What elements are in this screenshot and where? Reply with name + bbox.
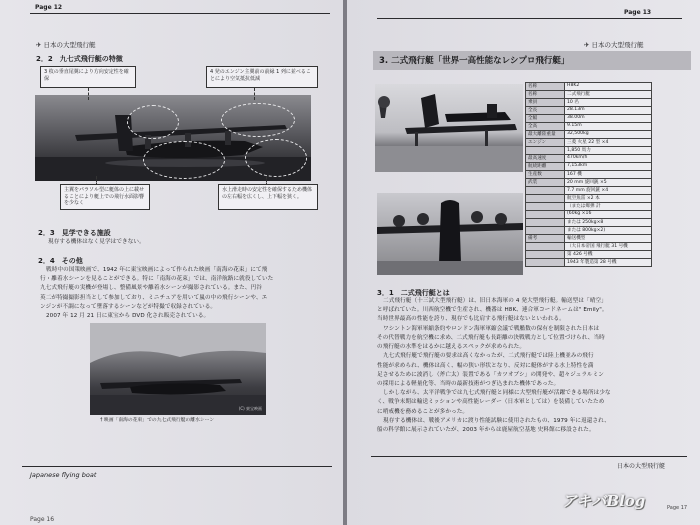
spec-row [526,91,652,99]
spec-table [525,82,652,267]
spec-row [526,243,652,251]
chapter-3-banner: 3. 二式飛行艇「世界一高性能なレシプロ飛行艇」 [373,51,691,70]
spec-row [526,123,652,131]
spec-row [526,155,652,163]
next-page-number-cut-right: Page 17 [667,505,688,511]
section-2-3-title: 2．3 見学できる施設 [38,229,111,237]
highlight-ring-hull [245,139,307,177]
left-page [0,0,343,525]
section-2-4-body [40,266,330,321]
flying-boat-front-photo [377,193,523,275]
callout-engines: 4 発のエンジン主翼前の前縁 1 列に並べることにより空気抵抗低減 [206,66,318,88]
body-line: 戦時中の国策映画で、1942 年に東宝映画によって作られた映画「南海の花束」にて飛 [46,267,268,273]
spec-value: 航空魚雷 ×2 本 [565,195,652,203]
left-footer-rule [22,466,332,467]
body-line: ンジンが不調になって墜落するシーンなどが特撮で収録されている。 [40,303,217,310]
spec-value: 二式飛行艇 [565,91,652,99]
spec-key: 乗員 [526,99,565,107]
leader-line-1 [88,88,89,100]
callout-hull-stability: 水上滑走時の安定性を確保するため機体の左右幅を広くし、上下幅を狭く。 [218,184,318,210]
spec-key: 全高 [526,123,565,131]
spec-row [526,131,652,139]
body-line: と呼ばれていた。川西航空機で生産され、機番は H8K、連合軍コードネームは" Emily"。 [377,307,608,314]
akiba-blog-watermark-logo: アキバBlog [562,492,646,510]
flying-boat-97-photo [35,95,311,181]
body-line: ワシントン海軍軍縮条約やロンドン海軍軍縮会議で戦艦数の保有を制限された日本は [383,325,600,332]
spec-value: または 250kg×8 [565,219,652,227]
spec-key [526,203,565,211]
spec-key: 武装 [526,179,565,187]
body-line: 二式飛行艇（十三試大型飛行艇）は、旧日本海軍の 4 発大型飛行艇。輸送型は「晴空」 [383,298,607,304]
right-footer: 日本の大型飛行艇 [617,463,666,470]
spec-key [526,195,565,203]
spec-value: 1943 年製造第 28 号機 [565,259,652,267]
spec-key [526,219,565,227]
spec-key [526,147,565,155]
body-line: の採用による軽量化等、当時の最新技術がつぎ込まれた機体であった。 [377,380,560,387]
callout-parasol-wing: 主翼をパラソル型に艇体の上に載せることにより艇上での飛行水面影響を少なく [60,184,150,210]
highlight-ring-tail [127,105,179,139]
spec-key [526,259,565,267]
body-line: 九七式飛行艇の実機が登場し、整備風景や離着水シーンが撮影されている。また、円谷 [40,285,262,292]
flying-boat-h8k-photo [375,84,523,172]
spec-key [526,251,565,259]
film-still-image [90,323,266,415]
spec-key: 全長 [526,107,565,115]
body-line: に哨戒機を務めることが多かった。 [377,408,469,415]
spec-key: 名称 [526,91,565,99]
body-line: 現存する機体は、戦後アメリカに渡り性能試験に使用されたもの、1979 年に返還され、 [383,417,610,424]
spec-key: 備考 [526,235,565,243]
spec-row [526,187,652,195]
figure-caption: † 映画「南海の花束」での九七式飛行艇の離水シーン [100,418,215,423]
spec-key: 航続距離 [526,163,565,171]
section-3-1-body [377,297,687,435]
body-line: 2007 年 12 月 21 日に東宝から DVD 化され販売されている。 [46,313,210,320]
spec-row [526,227,652,235]
spec-row [526,251,652,259]
spec-row [526,179,652,187]
spec-key: 名称 [526,83,565,91]
body-line: 足させるために波消し（斧亡太）装置である「カツオブシ」の開発や、超々ジュラルミン [377,371,604,378]
body-line: 英二が特撮撮影担当として参加しており、ミニチュアを用いて嵐の中の飛行シーンや、エ [40,294,268,301]
spec-value: 7,153km [565,163,652,171]
spec-value: 第 426 号機 [565,251,652,259]
spec-row [526,259,652,267]
left-footer: Japanese flying boat [30,471,97,479]
highlight-ring-wing [143,141,225,179]
spec-key [526,243,565,251]
spec-value: 9.15m [565,123,652,131]
spec-value: 28.13m [565,107,652,115]
spec-value: 32,500kg [565,131,652,139]
spec-key: 全幅 [526,115,565,123]
leader-line-2 [254,88,255,100]
section-2-2-title: 2．2 九七式飛行艇の特徴 [36,55,123,63]
spec-value: 20 mm 旋回銃 ×5 [565,179,652,187]
spec-key: 最大離陸重量 [526,131,565,139]
spec-value: 10 名 [565,99,652,107]
section-3-1-title: 3．1 二式飛行艇とは [377,289,450,297]
body-line: 性能が求められ、機体は高く、幅の狭い形状となり、反対に艇体がする水上特性を満 [377,362,594,369]
right-header-rule [377,18,682,19]
spec-value: 輸送機型 [565,235,652,243]
right-page [347,0,700,525]
spec-row [526,171,652,179]
left-section-label: ✈ 日本の大型飛行艇 [36,41,96,49]
spec-key: エンジン [526,139,565,147]
spec-key [526,187,565,195]
spec-value: (60kg ×16 [565,211,652,219]
section-2-4-title: 2．4 その他 [38,257,83,265]
plane-glyph-icon: ✈ [584,41,590,49]
highlight-ring-engines [221,103,295,137]
flying-boat-h8k-image [375,84,523,172]
spec-value: 470km/h [565,155,652,163]
spec-row [526,235,652,243]
body-line: 船の科学館に展示されていたが、2003 年からは鹿屋航空基地 史料館に移設された。 [377,427,595,434]
spec-row [526,115,652,123]
spec-value: または 800kg×2) [565,227,652,235]
body-line: 当時世界最高の性能を誇り、現存でも比肩する飛行艇はないといわれる。 [377,316,565,323]
right-section-label: ✈ 日本の大型飛行艇 [584,41,644,49]
spec-key [526,227,565,235]
spec-value: 167 機 [565,171,652,179]
body-line: 九七式飛行艇で飛行艇の要求は高くなかったが、二式飛行艇では陸上機並みの飛行 [383,353,594,360]
spec-key [526,211,565,219]
spec-row [526,219,652,227]
spec-value: 7.7 mm 旋回銃 ×4 [565,187,652,195]
spec-row [526,107,652,115]
body-line: 行・離着水シーンを見ることができる。特に「南海の花束」では、南洋航路に就役していた [40,276,274,283]
section-2-3-body: 現存する機体はなく見学はできない。 [48,239,145,245]
spec-value: （または爆弾 計 [565,203,652,211]
body-line: く、戦争末期は輸送ミッションや高性能レーダー（日本軍としては）を装備していたため [377,399,605,406]
plane-glyph-icon: ✈ [36,41,42,49]
right-footer-rule [371,456,687,457]
body-line: しかしながら、太平洋戦争では九七式飛行艇と同様に大型飛行艇が活躍できる場所は少な [383,390,611,397]
spec-value: 1,850 馬力 [565,147,652,155]
photo-credit: (C) 東宝映画 [238,406,262,411]
spec-row [526,211,652,219]
spec-row [526,195,652,203]
left-header-rule [30,13,330,14]
spec-value: 38.00m [565,115,652,123]
spec-row [526,163,652,171]
spec-value: H8K2 [565,83,652,91]
right-page-number: Page 13 [624,9,652,16]
spec-row [526,203,652,211]
body-line: その代替戦力を航空機に求め、二式飛行艇も長距離の決戦戦力として位置づけられ、当時 [377,334,605,341]
spec-row [526,147,652,155]
spec-row [526,99,652,107]
body-line: の飛行艇の水準をはるかに越えるスペックが求められた。 [377,344,526,351]
left-page-number: Page 12 [35,4,63,11]
callout-tail-fins: 3 枚の垂直尾翼により方向安定性を確保 [40,66,136,88]
spec-value: （大日本帝国 飛行艇 31 号機 [565,243,652,251]
film-still-photo [90,323,266,415]
spec-key: 最高速度 [526,155,565,163]
spec-key: 生産数 [526,171,565,179]
spec-row [526,139,652,147]
next-page-number-cut: Page 16 [30,516,55,523]
flying-boat-front-image [377,193,523,275]
spec-row [526,83,652,91]
spec-value: 三菱 火星 22 型 ×4 [565,139,652,147]
